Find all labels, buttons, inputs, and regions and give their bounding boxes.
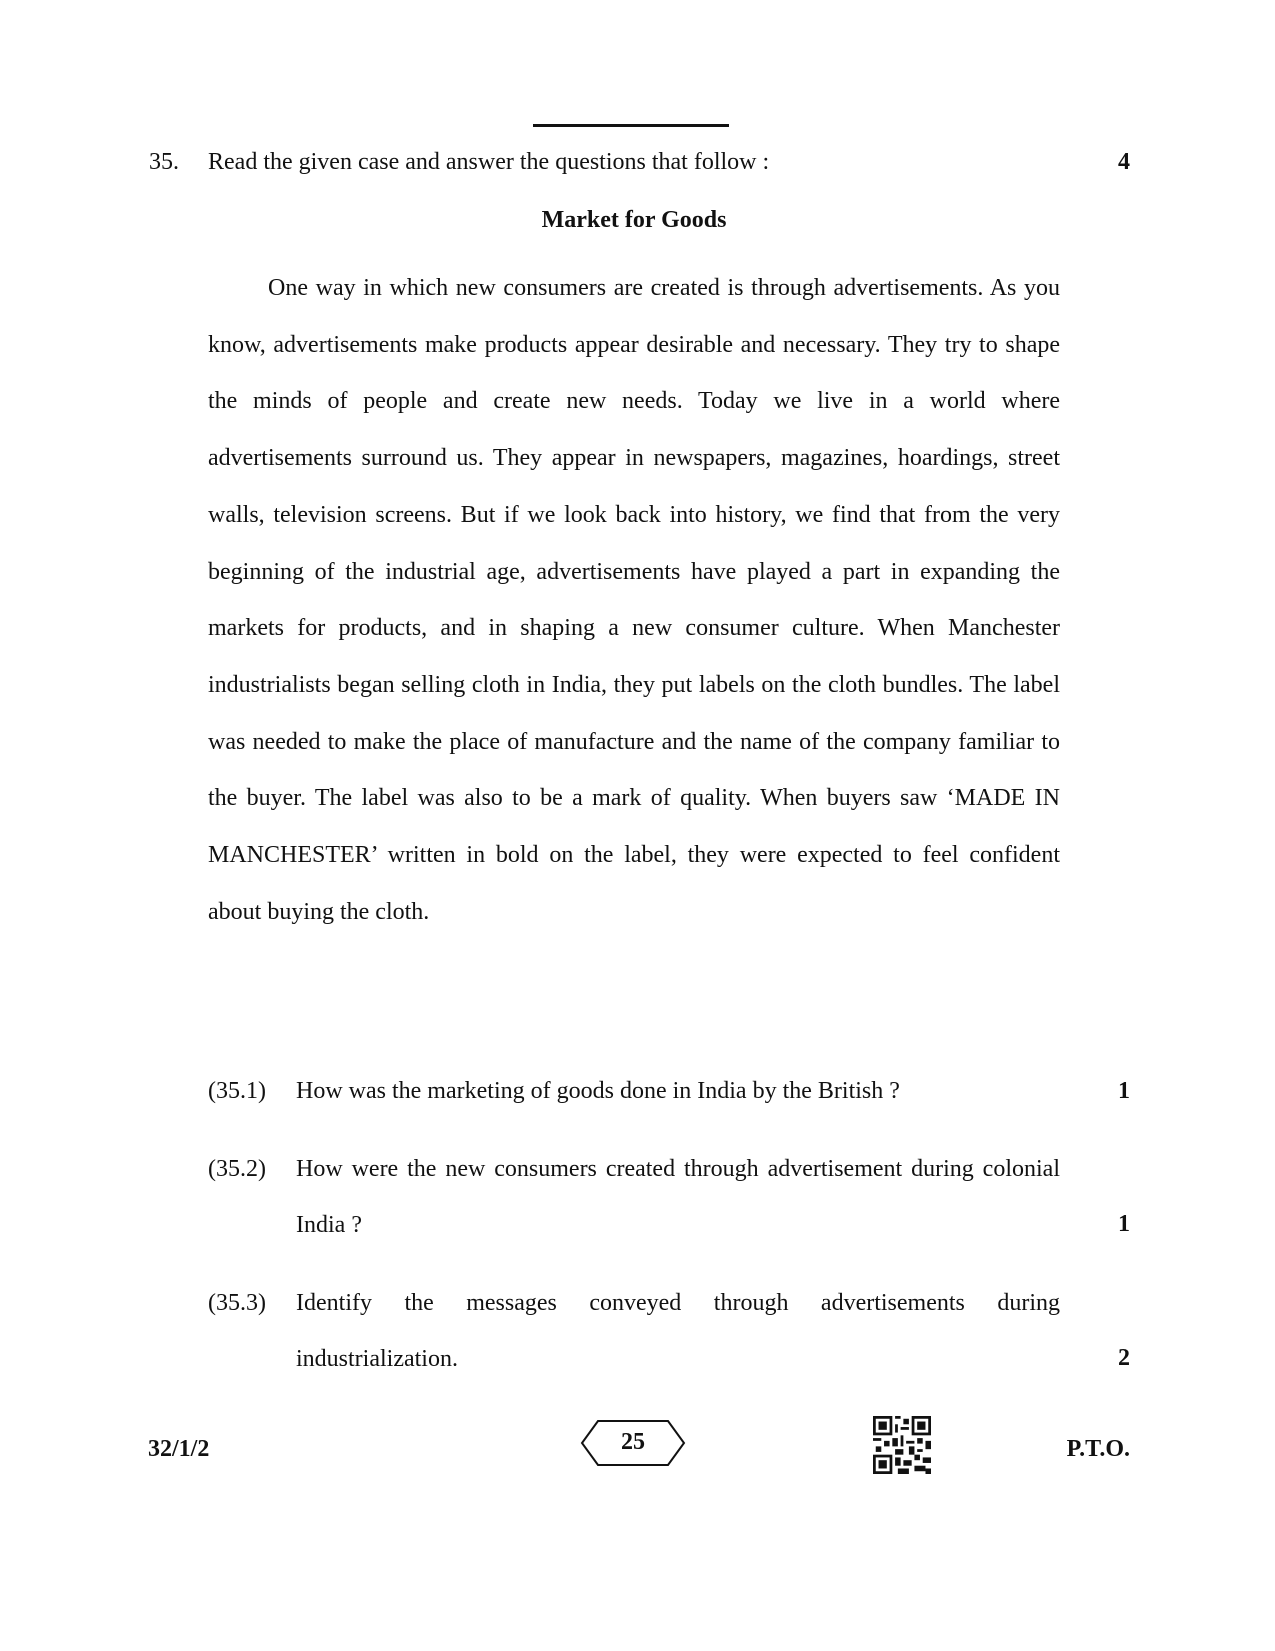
- case-title: Market for Goods: [541, 207, 727, 233]
- subquestion-1-text: How was the marketing of goods done in India by the British ?: [296, 1078, 900, 1104]
- question-marks: 4: [1118, 149, 1130, 175]
- subquestion-3-text: Identify the messages conveyed through advertisements during industrialization.: [296, 1290, 1060, 1372]
- subquestion-2-label: (35.2): [208, 1156, 266, 1182]
- top-divider: [533, 124, 729, 127]
- question-prompt: Read the given case and answer the questions that follow :: [208, 149, 770, 175]
- subquestion-1-marks: 1: [1118, 1078, 1130, 1104]
- page-number-badge: [580, 1419, 686, 1467]
- subquestion-2-text: How were the new consumers created through advertisement during colonial India ?: [296, 1156, 1060, 1238]
- paper-code: 32/1/2: [148, 1436, 210, 1462]
- case-passage: One way in which new consumers are created is through advertisements. As you know, advertisements make products appear desirable and necessary. They try to shape the minds of people and create new needs. Today we live in a world where advertisements surround us. They appear in newspapers, magazines, hoardings, street walls, television screens. But if we look back into history, we find that from the very beginning of the industrial age, advertisements have played a part in expanding the markets for products, and in shaping a new consumer culture. When Manchester industrialists began selling cloth in India, they put labels on the cloth bundles. The label was needed to make the place of manufacture and the name of the company familiar to the buyer. The label was also to be a mark of quality. When buyers saw ‘MADE IN MANCHESTER’ written in bold on the label, they were expected to feel confident about buying the cloth.: [208, 275, 1060, 925]
- subquestion-3-marks: 2: [1118, 1345, 1130, 1371]
- subquestion-1-label: (35.1): [208, 1078, 266, 1104]
- question-number: 35.: [149, 149, 179, 175]
- qr-code-icon: [873, 1416, 931, 1474]
- page-number: 25: [621, 1429, 645, 1455]
- subquestion-3-label: (35.3): [208, 1290, 266, 1316]
- subquestion-2-marks: 1: [1118, 1211, 1130, 1237]
- please-turn-over: P.T.O.: [1066, 1436, 1130, 1462]
